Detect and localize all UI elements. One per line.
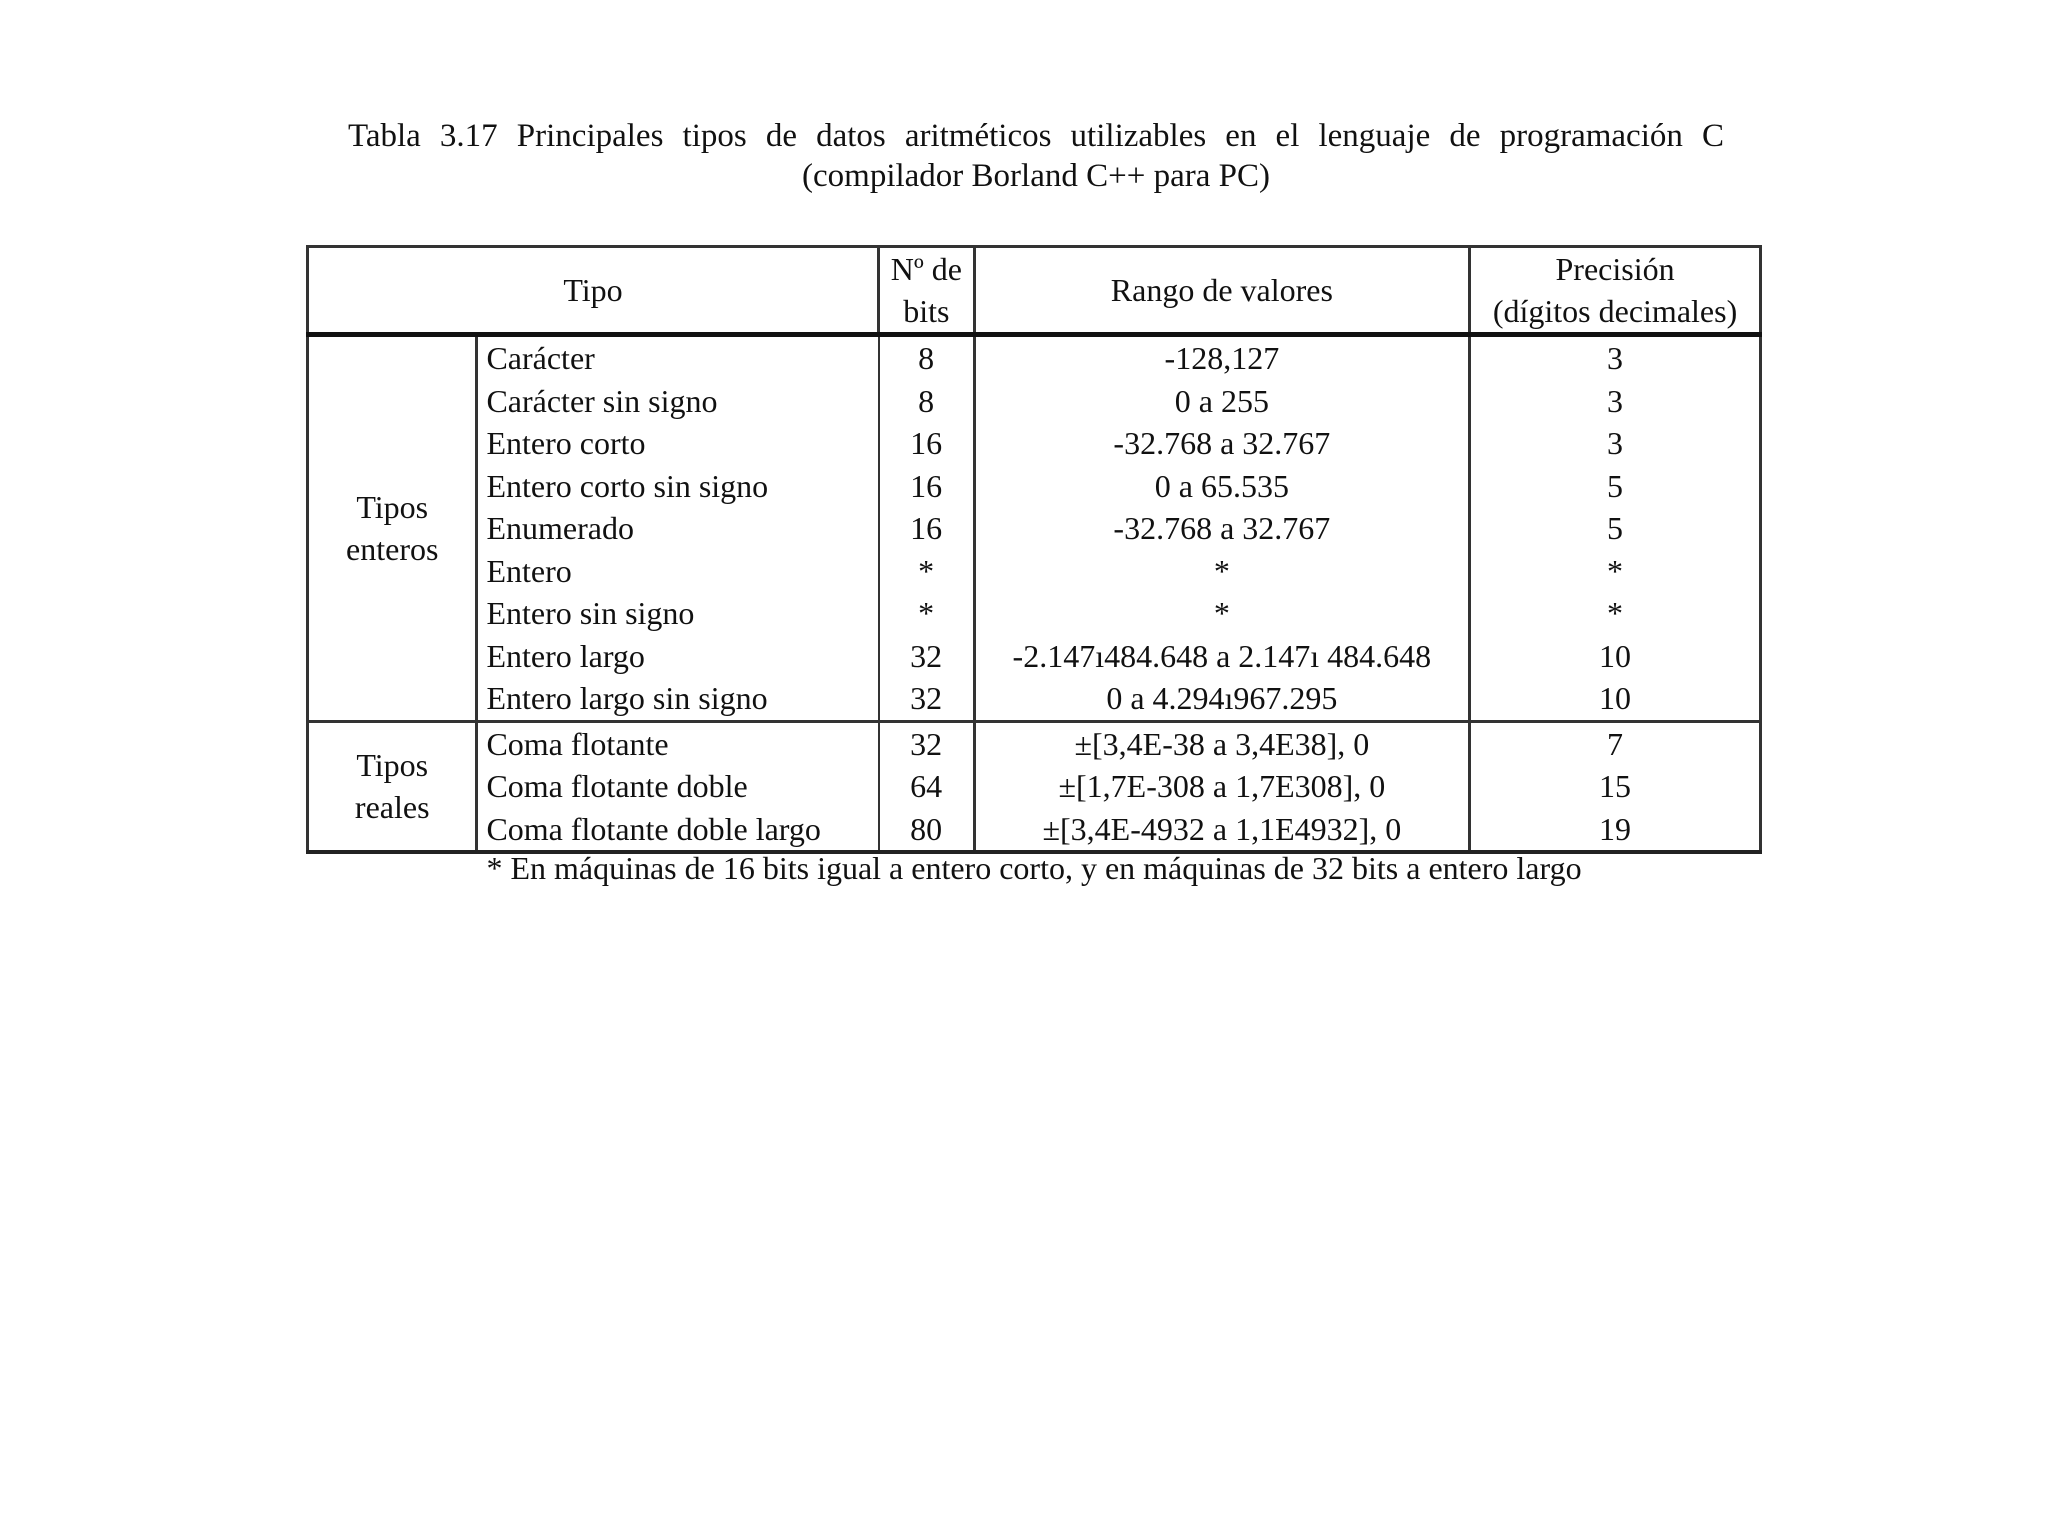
cell-rango: -128,127 xyxy=(974,335,1469,380)
cell-bits: 64 xyxy=(879,765,975,808)
group-label-line-1: Tipos xyxy=(356,747,429,784)
cell-rango: 0 a 255 xyxy=(974,380,1469,423)
table-row xyxy=(308,335,1761,380)
cell-bits: 8 xyxy=(879,380,975,423)
header-bits-line-1: Nº de xyxy=(890,251,962,287)
cell-bits: 80 xyxy=(879,808,975,853)
header-precision xyxy=(1470,247,1761,335)
table-header-row xyxy=(308,247,1761,335)
caption-line-1: Tabla 3.17 Principales tipos de datos aritméticos utilizables en el lenguaje de programación C xyxy=(348,118,1724,154)
cell-precision: 7 xyxy=(1470,721,1761,765)
cell-rango: * xyxy=(974,550,1469,593)
header-precision-line-2: (dígitos decimales) xyxy=(1492,293,1738,329)
cell-precision: * xyxy=(1470,592,1761,635)
cell-bits: 16 xyxy=(879,422,975,465)
cell-precision: 3 xyxy=(1470,422,1761,465)
cell-bits: 16 xyxy=(879,465,975,508)
table-row xyxy=(308,677,1761,721)
cell-bits: 32 xyxy=(879,635,975,678)
cell-tipo: Coma flotante doble xyxy=(477,765,879,808)
cell-bits: 32 xyxy=(879,721,975,765)
cell-precision: * xyxy=(1470,550,1761,593)
cell-precision: 5 xyxy=(1470,507,1761,550)
cell-tipo: Entero xyxy=(477,550,879,593)
cell-rango: ±[1,7E-308 a 1,7E308], 0 xyxy=(974,765,1469,808)
cell-tipo: Coma flotante xyxy=(477,721,879,765)
header-precision-line-1: Precisión xyxy=(1555,251,1675,287)
cell-tipo: Carácter xyxy=(477,335,879,380)
cell-rango: ±[3,4E-38 a 3,4E38], 0 xyxy=(974,721,1469,765)
cell-precision: 15 xyxy=(1470,765,1761,808)
cell-rango: -32.768 a 32.767 xyxy=(974,507,1469,550)
data-types-table xyxy=(306,245,1762,854)
group-label-reales xyxy=(308,721,477,852)
cell-bits: 8 xyxy=(879,335,975,380)
table-row xyxy=(308,465,1761,508)
group-label-enteros xyxy=(308,335,477,722)
cell-tipo: Entero corto sin signo xyxy=(477,465,879,508)
cell-rango: ±[3,4E-4932 a 1,1E4932], 0 xyxy=(974,808,1469,853)
cell-precision: 19 xyxy=(1470,808,1761,853)
table-row xyxy=(308,721,1761,765)
table-row xyxy=(308,808,1761,853)
cell-precision: 5 xyxy=(1470,465,1761,508)
cell-tipo: Entero corto xyxy=(477,422,879,465)
table-row xyxy=(308,380,1761,423)
table-footnote: * En máquinas de 16 bits igual a entero corto, y en máquinas de 32 bits a entero largo xyxy=(486,850,1582,886)
cell-precision: 10 xyxy=(1470,635,1761,678)
cell-rango: 0 a 4.294ı967.295 xyxy=(974,677,1469,721)
cell-tipo: Entero largo xyxy=(477,635,879,678)
cell-tipo: Entero sin signo xyxy=(477,592,879,635)
table-row xyxy=(308,507,1761,550)
group-label-line-2: enteros xyxy=(346,531,439,568)
group-tipos-reales xyxy=(308,721,1761,852)
header-bits-line-2: bits xyxy=(903,293,950,329)
table-caption xyxy=(348,116,1724,196)
table-row xyxy=(308,422,1761,465)
cell-rango: * xyxy=(974,592,1469,635)
cell-rango: -32.768 a 32.767 xyxy=(974,422,1469,465)
cell-rango: -2.147ı484.648 a 2.147ı 484.648 xyxy=(974,635,1469,678)
table-row xyxy=(308,550,1761,593)
header-bits xyxy=(879,247,975,335)
cell-bits: * xyxy=(879,592,975,635)
cell-bits: 32 xyxy=(879,677,975,721)
group-label-line-1: Tipos xyxy=(356,489,429,526)
table-row xyxy=(308,592,1761,635)
table-row xyxy=(308,635,1761,678)
cell-bits: 16 xyxy=(879,507,975,550)
cell-tipo: Entero largo sin signo xyxy=(477,677,879,721)
cell-precision: 3 xyxy=(1470,335,1761,380)
header-rango: Rango de valores xyxy=(974,247,1469,335)
cell-tipo: Enumerado xyxy=(477,507,879,550)
cell-precision: 10 xyxy=(1470,677,1761,721)
cell-tipo: Coma flotante doble largo xyxy=(477,808,879,853)
table-row xyxy=(308,765,1761,808)
cell-precision: 3 xyxy=(1470,380,1761,423)
caption-line-2: (compilador Borland C++ para PC) xyxy=(802,158,1270,194)
cell-bits: * xyxy=(879,550,975,593)
group-label-line-2: reales xyxy=(354,789,430,826)
cell-rango: 0 a 65.535 xyxy=(974,465,1469,508)
group-tipos-enteros xyxy=(308,335,1761,722)
header-tipo: Tipo xyxy=(308,247,879,335)
cell-tipo: Carácter sin signo xyxy=(477,380,879,423)
